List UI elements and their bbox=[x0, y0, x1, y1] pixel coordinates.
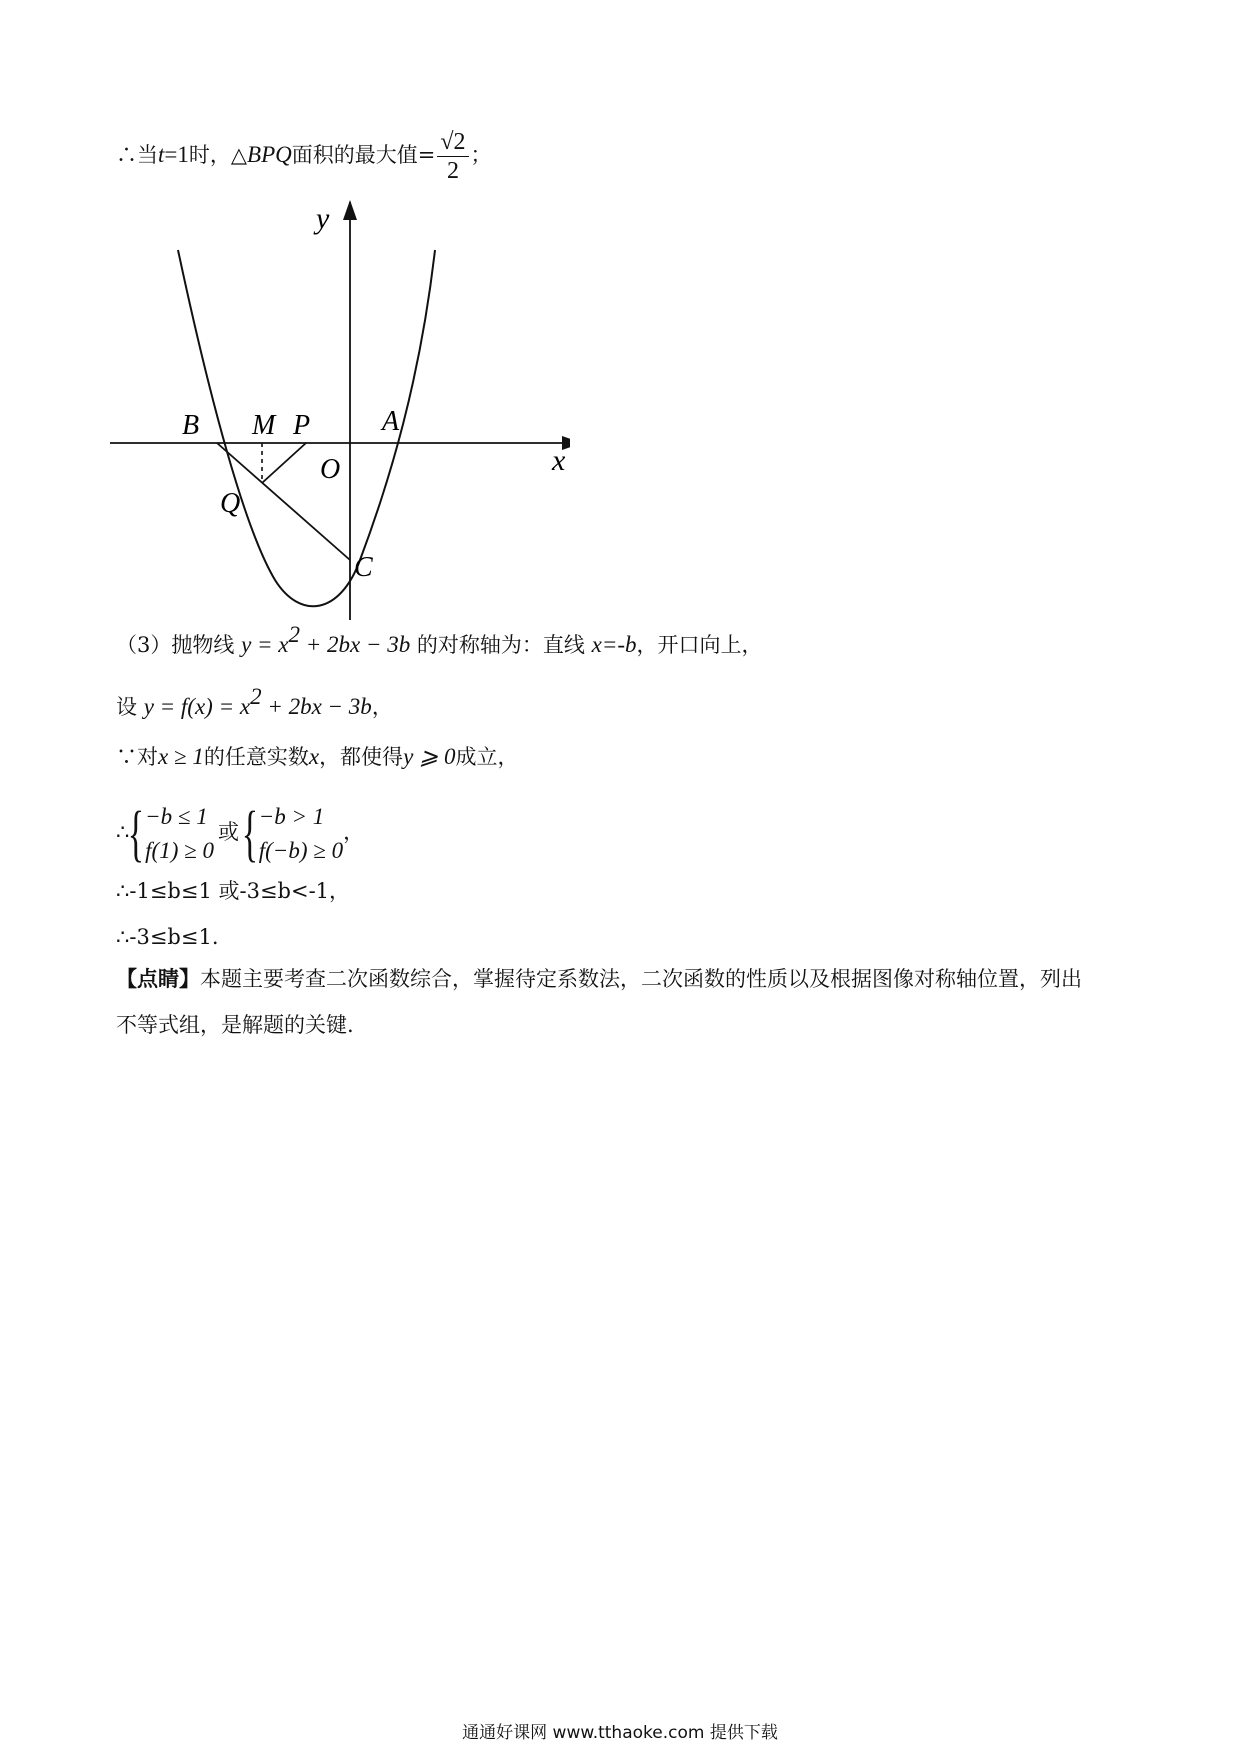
fraction bbox=[437, 128, 468, 185]
text: 的任意实数 bbox=[203, 745, 309, 769]
point-c-label: C bbox=[354, 552, 373, 583]
condition: x ≥ 1 bbox=[158, 744, 204, 769]
system-2 bbox=[259, 800, 343, 868]
point-b-label: B bbox=[182, 410, 200, 441]
range-line-1: ∴-1≤b≤1 或-3≤b<-1， bbox=[116, 879, 351, 903]
comment-tag: 【点睛】 bbox=[116, 966, 200, 991]
text: ∴当 bbox=[116, 143, 158, 167]
text: 或 bbox=[217, 820, 239, 844]
point-m-label: M bbox=[252, 410, 276, 441]
axis-of-symmetry-line bbox=[116, 620, 763, 660]
text: 设 bbox=[116, 695, 137, 719]
max-area-line bbox=[116, 128, 492, 185]
system-row: f(1) ≥ 0 bbox=[145, 837, 214, 863]
system-1 bbox=[145, 800, 214, 868]
point-p-label: P bbox=[293, 410, 311, 441]
origin-label: O bbox=[320, 454, 341, 485]
system-row: −b ≤ 1 bbox=[145, 803, 208, 829]
point-a-label: A bbox=[382, 406, 400, 437]
y-axis-label: y bbox=[316, 202, 330, 235]
inequality: y ⩾ 0 bbox=[403, 744, 456, 769]
denominator: 2 bbox=[446, 158, 459, 184]
comment-line bbox=[116, 964, 1082, 994]
formula-part: + 2bx − 3b bbox=[300, 632, 411, 657]
exponent: 2 bbox=[288, 622, 300, 647]
text: 的对称轴为：直线 bbox=[410, 633, 585, 657]
system-row: f(−b) ≥ 0 bbox=[258, 837, 344, 863]
left-brace: { bbox=[128, 799, 145, 868]
text: ， bbox=[343, 820, 365, 844]
text: （3）抛物线 bbox=[116, 633, 235, 657]
systems-line bbox=[116, 792, 364, 872]
formula-part: y = x bbox=[241, 632, 289, 657]
condition-line bbox=[116, 742, 519, 772]
triangle-name: BPQ bbox=[247, 142, 292, 167]
point-q-label: Q bbox=[220, 488, 241, 519]
text: 成立， bbox=[455, 745, 519, 769]
var-x: x bbox=[308, 744, 320, 769]
axis-expression: x=-b bbox=[591, 632, 637, 657]
y-axis-arrow bbox=[343, 200, 357, 220]
function-definition-line bbox=[116, 682, 393, 722]
text: ∴ bbox=[116, 820, 130, 844]
page-footer: 通通好课网 www.tthaoke.com 提供下载 bbox=[462, 1723, 778, 1743]
text: ，都使得 bbox=[319, 745, 404, 769]
text: ，开口向上， bbox=[636, 633, 763, 657]
formula-part: y = f(x) = x bbox=[143, 694, 251, 719]
parabola-formula bbox=[241, 622, 411, 657]
formula-part: + 2bx − 3b bbox=[261, 694, 372, 719]
text: ∵对 bbox=[116, 745, 158, 769]
numerator: √2 bbox=[437, 128, 468, 157]
x-axis-label: x bbox=[552, 444, 566, 477]
text: 本题主要考查二次函数综合，掌握待定系数法，二次函数的性质以及根据图像对称轴位置，列出 bbox=[200, 967, 1082, 991]
function-formula bbox=[143, 684, 372, 719]
var-t: t bbox=[158, 142, 165, 167]
range-line-2: ∴-3≤b≤1. bbox=[116, 925, 219, 949]
exponent: 2 bbox=[250, 684, 262, 709]
comment-line-2: 不等式组，是解题的关键. bbox=[116, 1013, 354, 1037]
text: 时，△ bbox=[188, 143, 248, 167]
text: =1 bbox=[164, 142, 189, 167]
text: ； bbox=[470, 143, 492, 167]
segment-pq bbox=[262, 443, 306, 483]
parabola-figure bbox=[110, 200, 570, 620]
text: ， bbox=[371, 695, 393, 719]
system-row: −b > 1 bbox=[258, 803, 325, 829]
left-brace: { bbox=[241, 799, 259, 868]
text: 面积的最大值= bbox=[291, 143, 436, 167]
